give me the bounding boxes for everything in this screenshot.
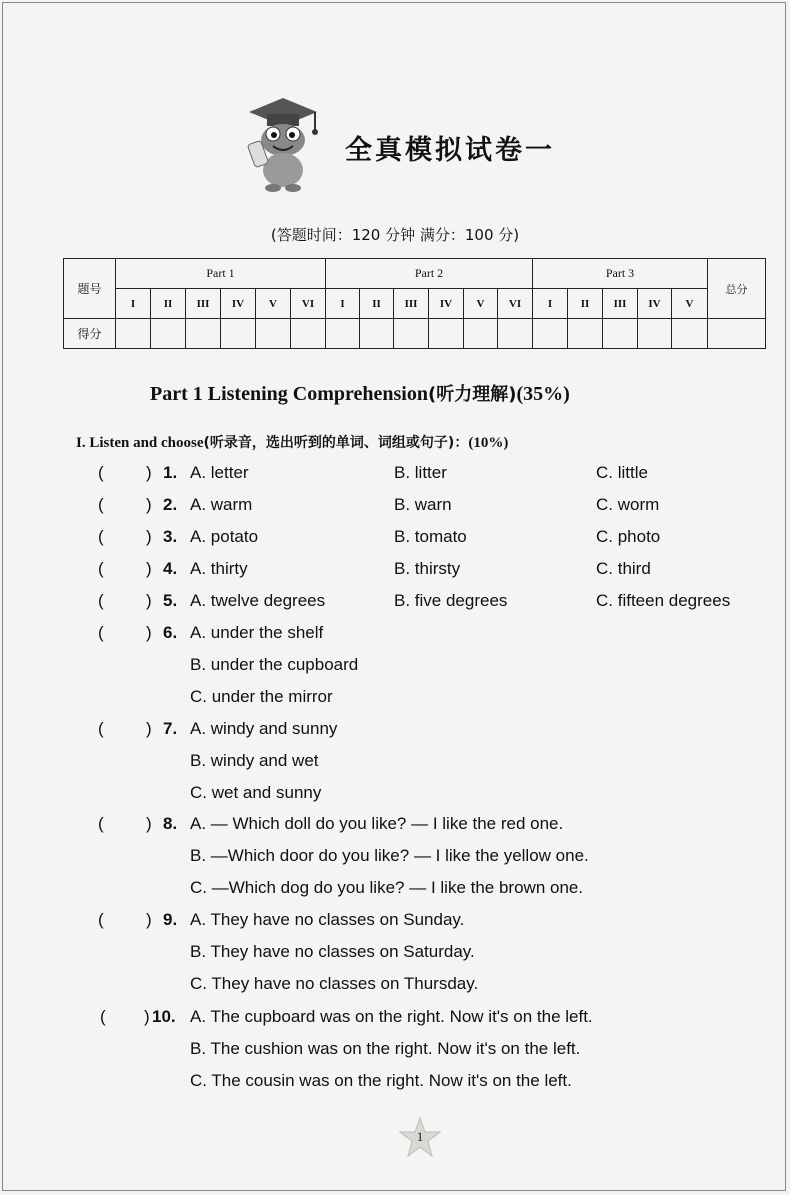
p1-col: VI [291, 289, 326, 319]
answer-blank-close: ) [146, 559, 152, 578]
section-heading [76, 432, 508, 452]
option-c: C. —Which dog do you like? — I like the brown one. [190, 878, 584, 897]
total-header: 总分 [708, 259, 766, 319]
score-cell[interactable] [151, 319, 186, 349]
score-cell[interactable] [360, 319, 394, 349]
answer-blank-close: ) [146, 591, 152, 610]
total-score-cell[interactable] [708, 319, 766, 349]
option-c: C. wet and sunny [190, 783, 322, 802]
p2-col: II [360, 289, 394, 319]
option-a: A. windy and sunny [190, 719, 338, 738]
question-number: 3. [163, 527, 178, 546]
score-table [63, 258, 766, 349]
question-number: 2. [163, 495, 178, 514]
option-b: B. under the cupboard [190, 655, 359, 674]
option-b: B. They have no classes on Saturday. [190, 942, 475, 961]
answer-blank-close: ) [146, 623, 152, 642]
option-b: B. tomato [394, 527, 467, 546]
answer-blank-close: ) [144, 1007, 150, 1026]
answer-blank-close: ) [146, 463, 152, 482]
score-cell[interactable] [638, 319, 672, 349]
section-heading-en: I. Listen and choose [76, 435, 204, 451]
answer-blank[interactable]: ( [98, 623, 104, 642]
option-a: A. letter [190, 463, 249, 482]
answer-blank-close: ) [146, 719, 152, 738]
option-a: A. under the shelf [190, 623, 324, 642]
p1-col: II [151, 289, 186, 319]
p3-col: II [568, 289, 603, 319]
answer-blank[interactable]: ( [98, 495, 104, 514]
question-number: 7. [163, 719, 178, 738]
option-b: B. windy and wet [190, 751, 319, 770]
row-label-score: 得分 [64, 319, 116, 349]
question-number: 1. [163, 463, 178, 482]
question-number: 6. [163, 623, 178, 642]
p2-col: V [464, 289, 498, 319]
option-c: C. fifteen degrees [596, 591, 731, 610]
answer-blank[interactable]: ( [100, 1007, 106, 1026]
page-title: 全真模拟试卷一 [345, 135, 555, 166]
score-cell[interactable] [498, 319, 533, 349]
answer-blank[interactable]: ( [98, 719, 104, 738]
part-heading-pct: (35%) [516, 383, 570, 405]
score-cell[interactable] [221, 319, 256, 349]
frog-mascot-icon [243, 96, 323, 192]
option-c: C. They have no classes on Thursday. [190, 974, 479, 993]
part1-header: Part 1 [116, 259, 326, 289]
answer-blank-close: ) [146, 814, 152, 833]
score-cell[interactable] [533, 319, 568, 349]
answer-blank-close: ) [146, 910, 152, 929]
score-cell[interactable] [256, 319, 291, 349]
p2-col: IV [429, 289, 464, 319]
answer-blank[interactable]: ( [98, 814, 104, 833]
option-b: B. The cushion was on the right. Now it's on the left. [190, 1039, 581, 1058]
p2-col: III [394, 289, 429, 319]
question-number: 10. [152, 1007, 176, 1026]
answer-blank[interactable]: ( [98, 591, 104, 610]
option-a: A. They have no classes on Sunday. [190, 910, 465, 929]
score-cell[interactable] [116, 319, 151, 349]
answer-blank-close: ) [146, 495, 152, 514]
option-a: A. The cupboard was on the right. Now it's on the left. [190, 1007, 593, 1026]
score-cell[interactable] [464, 319, 498, 349]
part-heading [150, 380, 570, 406]
option-c: C. under the mirror [190, 687, 333, 706]
answer-blank-close: ) [146, 527, 152, 546]
part3-header: Part 3 [533, 259, 708, 289]
option-a: A. potato [190, 527, 259, 546]
option-b: B. litter [394, 463, 447, 482]
page-number [398, 1116, 442, 1160]
score-cell[interactable] [603, 319, 638, 349]
section-heading-pct: (10%) [468, 435, 509, 451]
option-b: B. thirsty [394, 559, 461, 578]
page-number-text: 1 [416, 1129, 424, 1144]
option-a: A. thirty [190, 559, 248, 578]
p2-col: VI [498, 289, 533, 319]
score-cell[interactable] [429, 319, 464, 349]
answer-blank[interactable]: ( [98, 910, 104, 929]
row-label-number: 题号 [64, 259, 116, 319]
p1-col: IV [221, 289, 256, 319]
section-heading-cn: (听录音，选出听到的单词、词组或句子)： [203, 435, 469, 451]
part-heading-en: Part 1 Listening Comprehension [150, 383, 428, 405]
p3-col: IV [638, 289, 672, 319]
part-heading-cn: (听力理解) [427, 384, 517, 405]
option-b: B. —Which door do you like? — I like the yellow one. [190, 846, 589, 865]
answer-blank[interactable]: ( [98, 527, 104, 546]
p2-col: I [326, 289, 360, 319]
part2-header: Part 2 [326, 259, 533, 289]
score-cell[interactable] [186, 319, 221, 349]
option-a: A. warm [190, 495, 253, 514]
option-c: C. The cousin was on the right. Now it's on the left. [190, 1071, 572, 1090]
score-cell[interactable] [394, 319, 429, 349]
question-number: 5. [163, 591, 178, 610]
option-c: C. photo [596, 527, 661, 546]
p1-col: III [186, 289, 221, 319]
option-c: C. worm [596, 495, 660, 514]
p1-col: I [116, 289, 151, 319]
question-number: 8. [163, 814, 178, 833]
option-c: C. little [596, 463, 648, 482]
option-b: B. five degrees [394, 591, 508, 610]
answer-blank[interactable]: ( [98, 559, 104, 578]
score-cell[interactable] [291, 319, 326, 349]
answer-blank[interactable]: ( [98, 463, 104, 482]
option-a: A. — Which doll do you like? — I like the red one. [190, 814, 564, 833]
option-b: B. warn [394, 495, 452, 514]
exam-info: (答题时间：120 分钟 满分：100 分) [270, 226, 520, 244]
option-a: A. twelve degrees [190, 591, 326, 610]
p3-col: I [533, 289, 568, 319]
p3-col: III [603, 289, 638, 319]
p1-col: V [256, 289, 291, 319]
question-number: 4. [163, 559, 178, 578]
p3-col: V [672, 289, 708, 319]
score-cell[interactable] [672, 319, 708, 349]
question-number: 9. [163, 910, 178, 929]
score-cell[interactable] [568, 319, 603, 349]
score-cell[interactable] [326, 319, 360, 349]
option-c: C. third [596, 559, 651, 578]
